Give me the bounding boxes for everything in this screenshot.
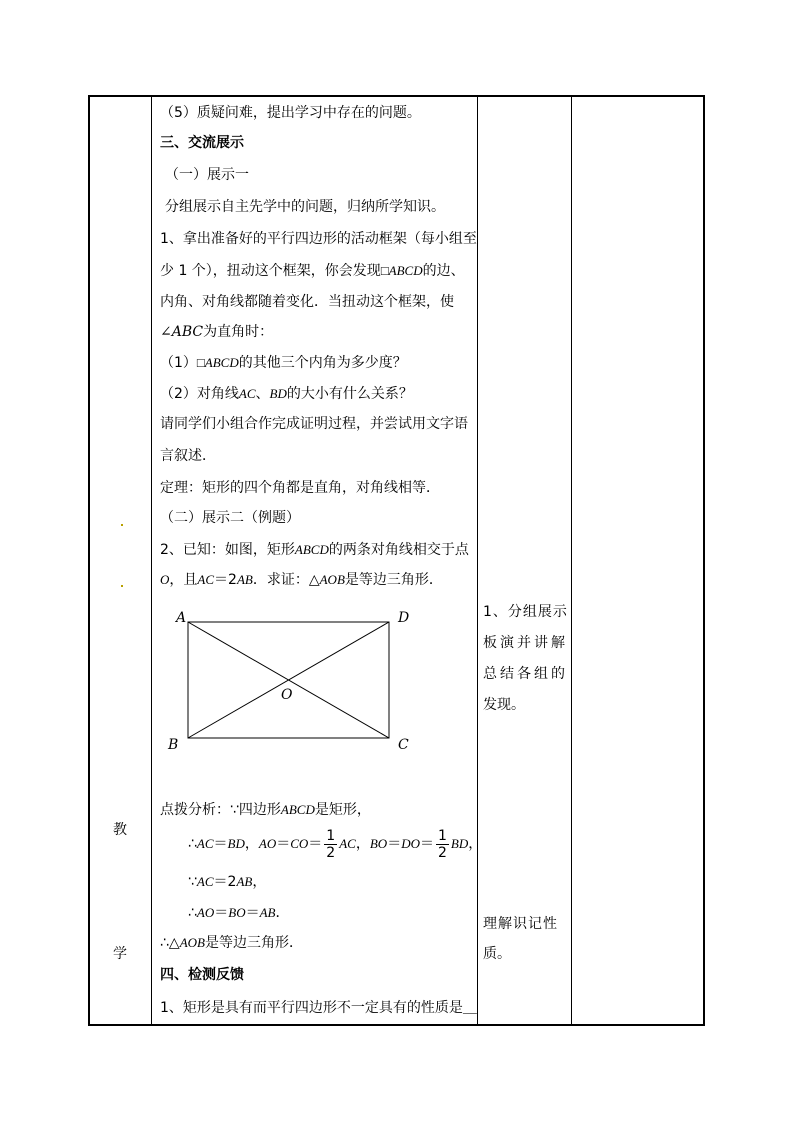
paragraph: 分组展示自主先学中的问题，归纳所学知识。 bbox=[165, 199, 445, 215]
note-line: 1、分组展示 bbox=[483, 604, 568, 620]
paragraph: 请同学们小组合作完成证明过程，并尝试用文字语 bbox=[160, 416, 468, 432]
center-label-o: O bbox=[281, 687, 293, 703]
note-line: 总结各组的 bbox=[483, 666, 568, 682]
vertex-label-b: B bbox=[168, 737, 179, 753]
item-line: 内角、对角线都随着变化．当扭动这个框架，使 bbox=[160, 294, 454, 310]
vertex-label-c: C bbox=[398, 737, 409, 753]
sub-heading: （一）展示一 bbox=[165, 167, 249, 183]
theorem: 定理：矩形的四个角都是直角，对角线相等． bbox=[160, 480, 440, 496]
vertex-label-a: A bbox=[176, 610, 187, 626]
question: （1）□ABCD的其他三个内角为多少度？ bbox=[160, 355, 407, 371]
mark-dot bbox=[121, 585, 123, 587]
note-line: 质。 bbox=[483, 946, 511, 962]
item-line: 1、拿出准备好的平行四边形的活动框架（每小组至 bbox=[160, 231, 477, 247]
note-line: 发现。 bbox=[483, 697, 525, 713]
column-divider bbox=[151, 97, 152, 1024]
item-line: ∠ABC为直角时： bbox=[160, 324, 274, 340]
section-label-char: 学 bbox=[113, 946, 127, 962]
fraction-half: $\frac{1}{2}$ bbox=[326, 827, 336, 861]
proof-conclusion: ∴△AOB是等边三角形． bbox=[160, 935, 303, 951]
item-line: 少 1 个），扭动这个框架，你会发现□ABCD的边、 bbox=[160, 263, 465, 279]
sub-heading: （二）展示二（例题） bbox=[160, 510, 300, 526]
paragraph: 言叙述． bbox=[160, 448, 216, 464]
paragraph: （5）质疑问难，提出学习中存在的问题。 bbox=[160, 105, 421, 121]
fraction-half: $\frac{1}{2}$ bbox=[437, 827, 447, 861]
column-divider bbox=[477, 97, 478, 1024]
proof-step: ∴AC＝BD，AO＝CO＝ $\frac{1}{2}$ AC，BO＝DO＝ $\frac{1}{2}$ BD， bbox=[188, 827, 483, 861]
section-label-char: 教 bbox=[113, 822, 127, 838]
proof-step: ∵AC＝2AB， bbox=[188, 874, 267, 890]
example-line: 2、已知：如图，矩形ABCD的两条对角线相交于点 bbox=[160, 542, 469, 558]
rectangle-figure bbox=[170, 608, 420, 758]
column-divider bbox=[571, 97, 572, 1024]
analysis-line: 点拨分析：∵四边形ABCD是矩形， bbox=[160, 802, 371, 818]
example-line: O，且AC＝2AB．求证：△AOB是等边三角形． bbox=[160, 572, 443, 588]
vertex-label-d: D bbox=[398, 610, 410, 626]
section-heading: 三、交流展示 bbox=[160, 135, 244, 151]
note-line: 理解识记性 bbox=[483, 916, 558, 932]
section-heading: 四、检测反馈 bbox=[160, 967, 244, 983]
proof-step: ∴AO＝BO＝AB． bbox=[188, 905, 290, 921]
mark-dot bbox=[121, 524, 123, 526]
exercise-line: 1、矩形是具有而平行四边形不一定具有的性质是＿ bbox=[160, 1000, 477, 1016]
question: （2）对角线AC、BD的大小有什么关系？ bbox=[160, 386, 413, 402]
note-line: 板演并讲解 bbox=[483, 635, 568, 651]
